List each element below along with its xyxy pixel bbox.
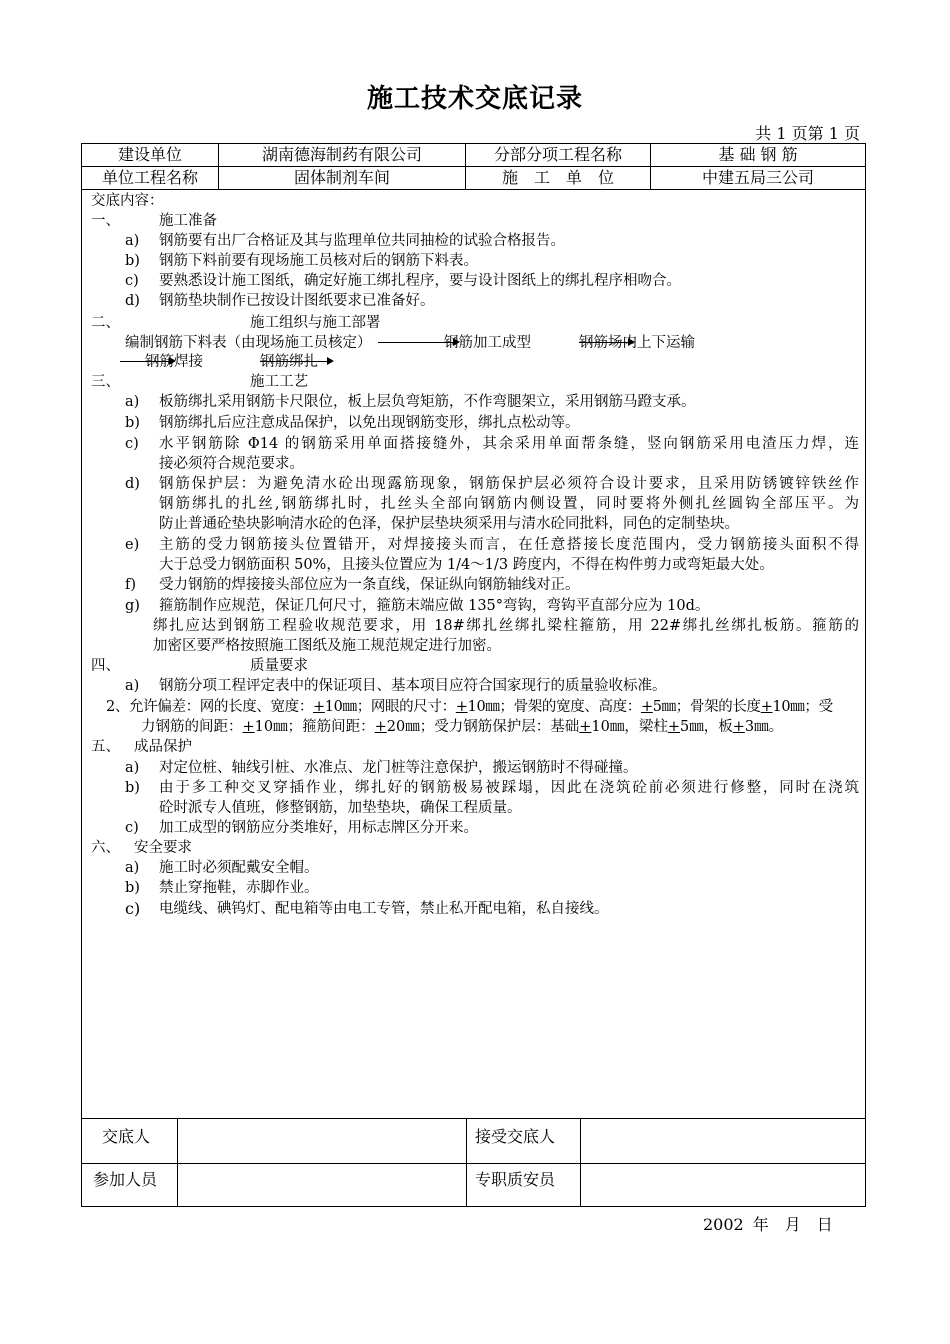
s4-title: 质量要求 [250,658,308,674]
s3-c-line1: 水平钢筋除 Φ14 的钢筋采用单面搭接缝外，其余采用单面帮条缝，竖向钢筋采用电渣压力焊，连 [159,436,859,452]
flow-step-2: 钢筋加工成型 [444,335,531,351]
s5-b-line2: 砼时派专人值班，修整钢筋，加垫垫块，确保工程质量。 [159,800,522,816]
s3-g-text: 箍筋制作应规范，保证几何尺寸，箍筋末端应做 135°弯钩，弯钩平直部分应为 10d。 [159,598,710,614]
label-canjia-renyuan: 参加人员 [93,1170,158,1189]
label-jieshou-jiaodiren: 接受交底人 [475,1127,556,1146]
s2-title: 施工组织与施工部署 [250,315,381,331]
label-zhuanzhi-zhianyuan: 专职质安员 [475,1170,556,1189]
s6-a-mark: a) [125,860,140,876]
label-shigong-danwei: 施 工 单 位 [466,167,651,189]
s6-b-mark: b) [125,880,140,896]
s3-c-line2: 接必须符合规范要求。 [159,456,304,472]
flow-arrow-1 [378,342,454,343]
s6-title: 安全要求 [134,840,192,856]
s3-f-mark: f) [125,577,137,593]
s3-g2-line1: 绑扎应达到钢筋工程验收规范要求，用 18#绑扎丝绑扎梁柱箍筋，用 22#绑扎丝绑扎板筋。箍筋的 [153,618,859,634]
s1-c-mark: c) [125,273,139,289]
s5-c-text: 加工成型的钢筋应分类堆好，用标志牌区分开来。 [159,820,478,836]
s1-a-text: 钢筋要有出厂合格证及其与监理单位共同抽检的试验合格报告。 [159,233,565,249]
flow-step-4: 钢筋焊接 [145,354,203,370]
s5-b-line1: 由于多工种交叉穿插作业，绑扎好的钢筋极易被踩塌，因此在浇筑砼前必须进行修整，同时在浇筑 [159,780,859,796]
grid-row-divider [82,1163,865,1164]
s5-a-mark: a) [125,760,140,776]
value-shigong-danwei: 中建五局三公司 [701,168,814,187]
s3-d-mark: d) [125,476,140,492]
s3-a-mark: a) [125,394,140,410]
s6-a-text: 施工时必须配戴安全帽。 [159,860,319,876]
s4-a-text: 钢筋分项工程评定表中的保证项目、基本项目应符合国家现行的质量验收标准。 [159,678,667,694]
s3-d-line2: 钢筋绑扎的扎丝,钢筋绑扎时，扎丝头全部向钢筋内侧设置，同时要将外侧扎丝圆钩全部压平。为 [159,496,859,512]
header-row-1 [82,144,865,167]
s6-num: 六、 [91,840,120,856]
date-line: 2002 年 月 日 [703,1215,833,1234]
s1-num: 一、 [91,213,120,229]
flow-step-5: 钢筋绑扎 [260,354,318,370]
s3-b-mark: b) [125,415,140,431]
value-danwei-gongcheng: 固体制剂车间 [219,167,466,189]
page-title: 施工技术交底记录 [366,84,583,114]
s3-d-line1: 钢筋保护层：为避免清水砼出现露筋现象，钢筋保护层必须符合设计要求，且采用防锈镀锌铁丝作 [159,476,859,492]
s1-title: 施工准备 [159,213,217,229]
s1-b-text: 钢筋下料前要有现场施工员核对后的钢筋下料表。 [159,253,478,269]
label-jiaodiren: 交底人 [102,1127,151,1146]
s3-d-line3: 防止普通砼垫块影响清水砼的色泽，保护层垫块须采用与清水砼同批料，同色的定制垫块。 [159,516,739,532]
value-fenbu-gongcheng: 基 础 钢 筋 [718,145,798,164]
s4-num: 四、 [91,658,120,674]
value-jianshe-danwei: 湖南德海制药有限公司 [219,144,466,166]
s3-title: 施工工艺 [250,374,308,390]
s3-b-text: 钢筋绑扎后应注意成品保护，以免出现钢筋变形，绑扎点松动等。 [159,415,580,431]
s3-c-mark: c) [125,436,139,452]
s3-f-text: 受力钢筋的焊接接头部位应为一条直线，保证纵向钢筋轴线对正。 [159,577,580,593]
s6-c-mark: c) [125,899,141,918]
s1-a-mark: a) [125,233,140,249]
s3-e-line1: 主筋的受力钢筋接头位置错开，对焊接接头而言，在任意搭接长度范围内，受力钢筋接头面积不得 [159,537,859,553]
s3-e-line2: 大于总受力钢筋面积 50%，且接头位置应为 1/4～1/3 跨度内，不得在构件剪力或弯矩最大处。 [159,557,774,573]
s5-c-mark: c) [125,820,139,836]
s3-num: 三、 [91,374,120,390]
s5-num: 五、 [91,739,120,755]
label-danwei-gongcheng: 单位工程名称 [82,167,219,189]
s1-d-mark: d) [125,293,140,309]
content-intro: 交底内容： [91,193,164,209]
s3-e-mark: e) [125,537,140,553]
page-info: 共 1 页第 1 页 [755,124,860,143]
s6-b-text: 禁止穿拖鞋，赤脚作业。 [159,880,319,896]
flow-step-1: 编制钢筋下料表（由现场施工员核定） [125,335,372,351]
signature-grid [82,1118,865,1206]
form-frame [81,143,866,1207]
label-jianshe-danwei: 建设单位 [82,144,219,166]
s3-g2-line2: 加密区要严格按照施工图纸及施工规范规定进行加密。 [153,638,501,654]
s3-g-mark: g) [125,598,140,614]
s4-a-mark: a) [125,678,140,694]
flow-step-3: 钢筋场内上下运输 [579,335,695,351]
s5-a-text: 对定位桩、轴线引桩、水准点、龙门桩等注意保护，搬运钢筋时不得碰撞。 [159,760,638,776]
header-row-2 [82,167,865,190]
label-fenbu-gongcheng: 分部分项工程名称 [466,144,651,166]
s6-c-text: 电缆线、碘钨灯、配电箱等由电工专管，禁止私开配电箱，私自接线。 [159,901,609,917]
tolerance-line-1: 2、允许偏差：网的长度、宽度：+10㎜；网眼的尺寸：+10㎜；骨架的宽度、高度：+5㎜；骨架的长度+10㎜；受 [106,699,833,715]
s5-title: 成品保护 [134,739,192,755]
s1-d-text: 钢筋垫块制作已按设计图纸要求已准备好。 [159,293,435,309]
s2-num: 二、 [91,315,120,331]
s1-c-text: 要熟悉设计施工图纸，确定好施工绑扎程序，要与设计图纸上的绑扎程序相吻合。 [159,273,681,289]
tolerance-line-2: 力钢筋的间距：+10㎜；箍筋间距：+20㎜；受力钢筋保护层：基础+10㎜，梁柱+5㎜，板+3㎜。 [141,719,784,735]
s3-a-text: 板筋绑扎采用钢筋卡尺限位，板上层负弯矩筋，不作弯腿架立，采用钢筋马蹬支承。 [159,394,696,410]
s1-b-mark: b) [125,253,140,269]
s5-b-mark: b) [125,780,140,796]
